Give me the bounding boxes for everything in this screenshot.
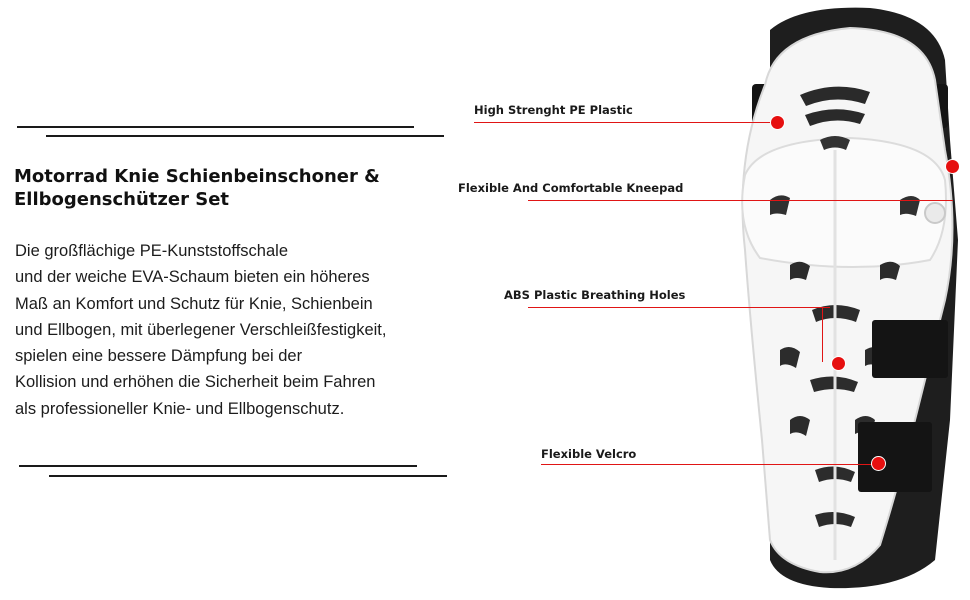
top-rule-1 [17, 126, 414, 128]
description-line: als professioneller Knie- und Ellbogenschutz. [15, 399, 345, 418]
product-title-line-2: Ellbogenschützer Set [14, 189, 230, 210]
description-line: und Ellbogen, mit überlegener Verschleißfestigkeit, [15, 320, 387, 339]
callout-dot-velcro [872, 457, 885, 470]
callout-line-velcro [541, 464, 881, 465]
description-line: und der weiche EVA-Schaum bieten ein höheres [15, 268, 370, 287]
description-line: spielen eine bessere Dämpfung bei der [15, 347, 303, 366]
description-line: Maß an Komfort und Schutz für Knie, Schienbein [15, 294, 373, 313]
callout-label-velcro: Flexible Velcro [541, 447, 637, 461]
callout-line-breathing-holes [528, 307, 830, 308]
description-line: Kollision und erhöhen die Sicherheit beim Fahren [15, 373, 376, 392]
product-description [15, 238, 485, 422]
top-rule-2 [46, 135, 444, 137]
callout-label-breathing-holes: ABS Plastic Breathing Holes [504, 288, 686, 302]
product-title [14, 165, 434, 211]
knee-guard-image [700, 0, 970, 600]
callout-dot-breathing-holes [832, 357, 845, 370]
callout-dot-kneepad [946, 160, 959, 173]
callout-line-kneepad [528, 200, 953, 201]
product-title-line-1: Motorrad Knie Schienbeinschoner & [14, 166, 380, 187]
callout-line-pe-plastic [474, 122, 778, 123]
callout-line-breathing-holes-drop [822, 307, 823, 362]
bottom-rule-2 [49, 475, 447, 477]
callout-label-kneepad: Flexible And Comfortable Kneepad [458, 181, 684, 195]
description-line: Die großflächige PE-Kunststoffschale [15, 242, 288, 260]
callout-label-pe-plastic: High Strenght PE Plastic [474, 103, 633, 117]
bottom-rule-1 [19, 465, 417, 467]
callout-dot-pe-plastic [771, 116, 784, 129]
